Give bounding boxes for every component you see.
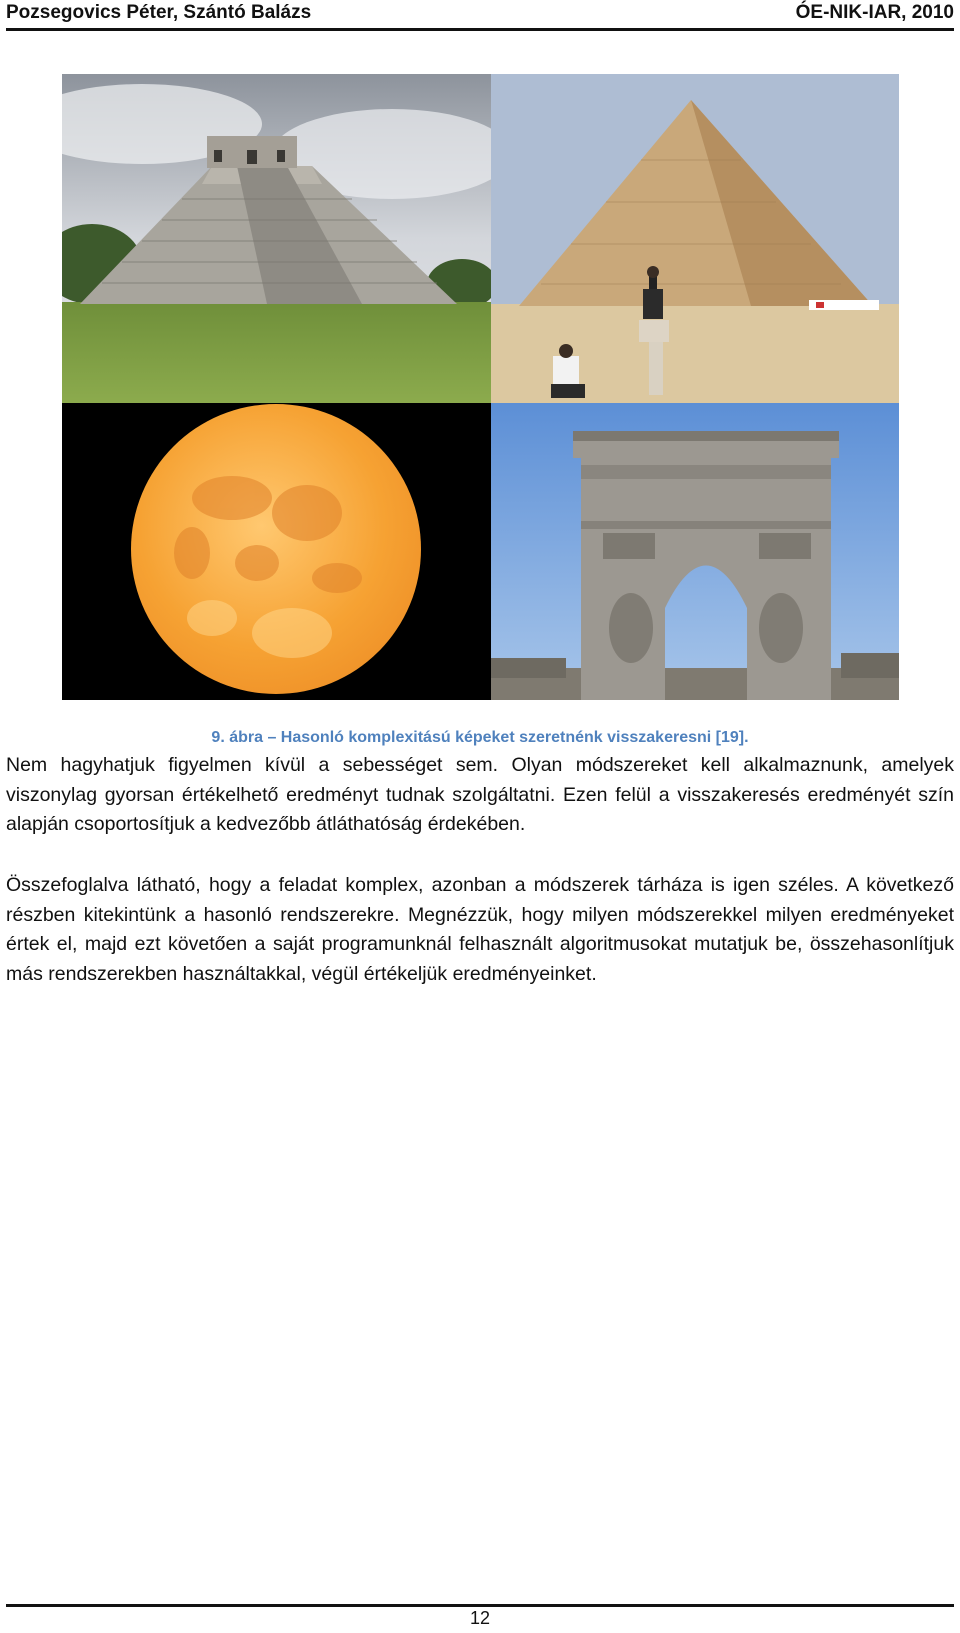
header-authors: Pozsegovics Péter, Szántó Balázs (6, 2, 312, 23)
figure-caption: 9. ábra – Hasonló komplexitású képeket szeretnénk visszakeresni [19]. (211, 729, 749, 746)
full-moon-image (62, 403, 491, 700)
figure-image-grid (62, 74, 899, 700)
footer-divider (6, 1604, 954, 1607)
page-number: 12 (469, 1608, 491, 1628)
mayan-pyramid-image (62, 74, 491, 403)
body-paragraph: Összefoglalva látható, hogy a feladat komplex, azonban a módszerek tárháza is igen széles. A következő részben kitekintünk a hasonló rendszerekre. Megnézzük, hogy milyen módszerekkel milyen eredményeket értek el, majd ezt követően a saját programunknál felhasznált algoritmusokat mutatjuk be, összehasonlítjuk más rendszerekben használtakkal, végül értékeljük eredményeinket. (6, 874, 954, 985)
page-header (6, 0, 954, 31)
arc-de-triomphe-image (491, 403, 899, 700)
body-paragraph: Nem hagyhatjuk figyelmen kívül a sebességet sem. Olyan módszereket kell alkalmaznunk, amelyek viszonylag gyorsan értékelhető eredményt tudnak szolgáltatni. Ezen felül a visszakeresés eredményét szín alapján csoportosítjuk a kedvezőbb átláthatóság érdekében. (6, 754, 954, 835)
egyptian-pyramid-image (491, 74, 899, 403)
header-institution: ÓE-NIK-IAR, 2010 (795, 2, 954, 23)
